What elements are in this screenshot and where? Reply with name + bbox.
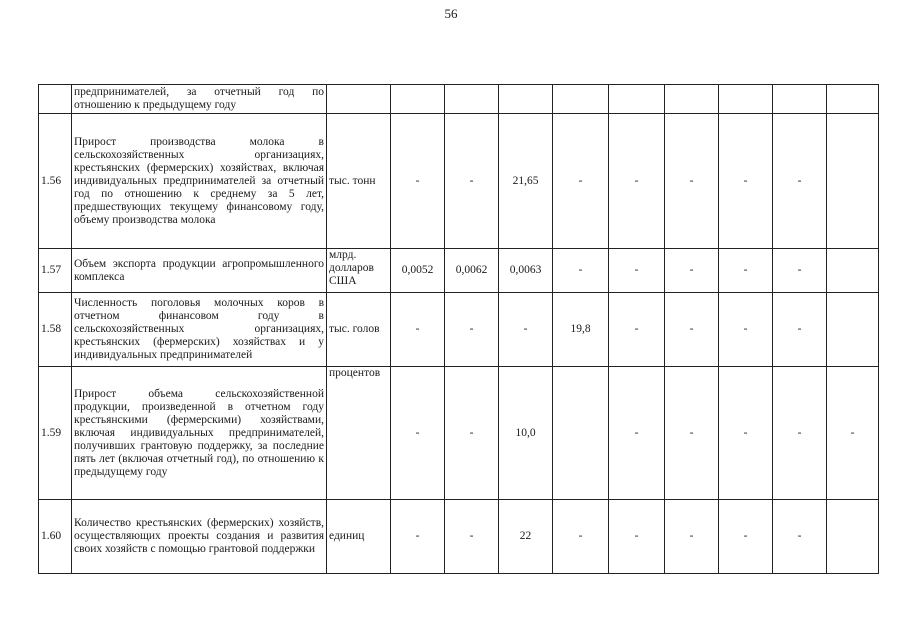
value-cell: 22 <box>499 500 553 574</box>
unit-cell <box>327 85 391 114</box>
value-cell: - <box>609 367 665 500</box>
value-cell: - <box>665 114 719 249</box>
value-cell <box>391 85 445 114</box>
table-row <box>39 367 879 500</box>
value-cell: - <box>773 249 827 293</box>
value-cell: - <box>719 367 773 500</box>
value-cell: - <box>445 114 499 249</box>
value-cell <box>553 367 609 500</box>
value-cell <box>827 500 879 574</box>
value-cell: - <box>665 500 719 574</box>
indicator-description: Количество крестьянских (фермерских) хозяйств, осуществляющих проекты создания и развития своих хозяйств с помощью грантовой поддержки <box>72 500 327 574</box>
value-cell <box>445 85 499 114</box>
indicators-table <box>38 84 879 574</box>
value-cell: - <box>553 114 609 249</box>
indicator-description: Объем экспорта продукции агропромышленного комплекса <box>72 249 327 293</box>
value-cell: 0,0062 <box>445 249 499 293</box>
value-cell: - <box>609 249 665 293</box>
value-cell: - <box>719 500 773 574</box>
row-number: 1.60 <box>39 500 72 574</box>
value-cell: - <box>773 114 827 249</box>
value-cell: 21,65 <box>499 114 553 249</box>
value-cell: - <box>391 367 445 500</box>
value-cell <box>553 85 609 114</box>
value-cell <box>609 85 665 114</box>
value-cell <box>827 249 879 293</box>
indicator-description: Прирост объема сельскохозяйственной продукции, произведенной в отчетном году крестьянскими (фермерскими) хозяйствами, включая индивидуальных предпринимателей, получивших грантовую поддержку, за последние пять лет (включая отчетный год), по отношению к предыдущему году <box>72 367 327 500</box>
value-cell: - <box>553 249 609 293</box>
value-cell: - <box>773 367 827 500</box>
value-cell: - <box>445 367 499 500</box>
table-row <box>39 293 879 367</box>
unit-cell: млрд. долларов США <box>327 249 391 293</box>
value-cell: - <box>609 500 665 574</box>
value-cell: - <box>719 114 773 249</box>
value-cell: - <box>445 293 499 367</box>
value-cell: 10,0 <box>499 367 553 500</box>
value-cell: - <box>499 293 553 367</box>
value-cell: - <box>665 293 719 367</box>
table-row <box>39 85 879 114</box>
value-cell: - <box>773 293 827 367</box>
value-cell: 0,0052 <box>391 249 445 293</box>
unit-cell: единиц <box>327 500 391 574</box>
value-cell: - <box>445 500 499 574</box>
table-row <box>39 249 879 293</box>
value-cell <box>719 85 773 114</box>
row-number <box>39 85 72 114</box>
value-cell <box>827 293 879 367</box>
value-cell: - <box>391 293 445 367</box>
indicator-description: предпринимателей, за отчетный год по отношению к предыдущему году <box>72 85 327 114</box>
value-cell: 0,0063 <box>499 249 553 293</box>
value-cell <box>665 85 719 114</box>
value-cell: - <box>391 500 445 574</box>
row-number: 1.57 <box>39 249 72 293</box>
value-cell: - <box>391 114 445 249</box>
value-cell: - <box>553 500 609 574</box>
value-cell: - <box>609 293 665 367</box>
value-cell: - <box>773 500 827 574</box>
row-number: 1.58 <box>39 293 72 367</box>
value-cell: 19,8 <box>553 293 609 367</box>
unit-cell: процентов <box>327 367 391 500</box>
value-cell: - <box>719 249 773 293</box>
row-number: 1.56 <box>39 114 72 249</box>
value-cell: - <box>719 293 773 367</box>
indicator-description: Прирост производства молока в сельскохозяйственных организациях, крестьянских (фермерских) хозяйствах, включая индивидуальных предпринимателей за отчетный год по отношению к среднему за 5 лет, предшествующих текущему финансовому году, объему производства молока <box>72 114 327 249</box>
table-row <box>39 500 879 574</box>
value-cell: - <box>609 114 665 249</box>
unit-cell: тыс. тонн <box>327 114 391 249</box>
value-cell: - <box>665 367 719 500</box>
value-cell <box>827 85 879 114</box>
unit-cell: тыс. голов <box>327 293 391 367</box>
value-cell: - <box>827 367 879 500</box>
table-row <box>39 114 879 249</box>
page-number: 56 <box>444 6 458 21</box>
indicator-description: Численность поголовья молочных коров в отчетном финансовом году в сельскохозяйственных организациях, крестьянских (фермерских) хозяйствах и у индивидуальных предпринимателей <box>72 293 327 367</box>
value-cell: - <box>665 249 719 293</box>
row-number: 1.59 <box>39 367 72 500</box>
value-cell <box>827 114 879 249</box>
value-cell <box>499 85 553 114</box>
value-cell <box>773 85 827 114</box>
